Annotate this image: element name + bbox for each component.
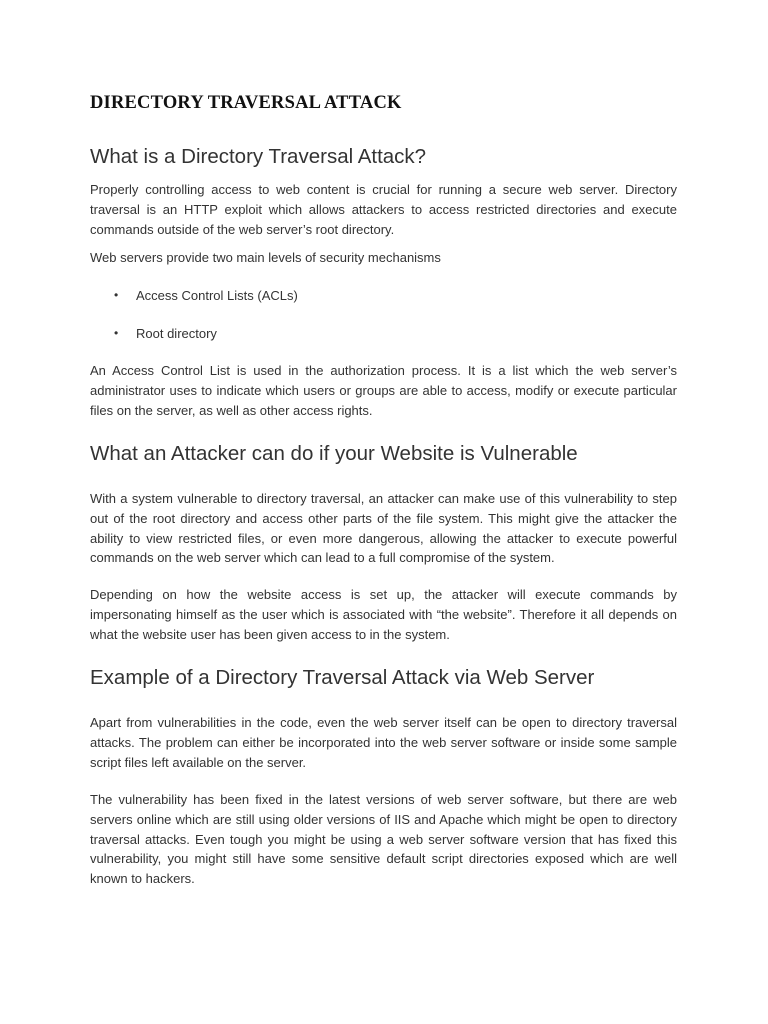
list-item-text: Access Control Lists (ACLs) <box>136 288 298 303</box>
paragraph-fixed-vulnerability: The vulnerability has been fixed in the latest versions of web server software, but there are web servers online which are still using older versions of IIS and Apache which might be open to directory traversal attacks. Even tough you might be using a web server software version that has fixed this vulnerability, you might still have some sensitive default script directories exposed which are well known to hackers. <box>90 792 677 887</box>
bullet-icon: • <box>114 326 119 340</box>
paragraph-attacker-capabilities: With a system vulnerable to directory traversal, an attacker can make use of this vulnerability to step out of the root directory and access other parts of the file system. This might give the attacker the ability to view restricted files, or even more dangerous, allowing the attacker to execute powerful commands on the web server which can lead to a full compromise of the system. <box>90 491 677 566</box>
paragraph-security-mechanisms: Web servers provide two main levels of security mechanisms <box>90 250 441 265</box>
paragraph-acl-description: An Access Control List is used in the authorization process. It is a list which the web server’s administrator uses to indicate which users or groups are able to access, modify or execute particular files on the server, as well as other access rights. <box>90 363 677 418</box>
section-heading-example: Example of a Directory Traversal Attack via Web Server <box>90 666 595 689</box>
document-title: DIRECTORY TRAVERSAL ATTACK <box>90 93 402 113</box>
list-item-text: Root directory <box>136 326 217 341</box>
bullet-icon: • <box>114 288 119 302</box>
section-heading-attacker: What an Attacker can do if your Website is Vulnerable <box>90 442 578 465</box>
paragraph-web-server-vulnerabilities: Apart from vulnerabilities in the code, even the web server itself can be open to directory traversal attacks. The problem can either be incorporated into the web server software or inside some sample script files left available on the server. <box>90 715 677 770</box>
paragraph-intro: Properly controlling access to web content is crucial for running a secure web server. Directory traversal is an HTTP exploit which allows attackers to access restricted directories and execute commands outside of the web server’s root directory. <box>90 182 677 237</box>
section-heading-what-is: What is a Directory Traversal Attack? <box>90 145 427 168</box>
paragraph-website-access: Depending on how the website access is set up, the attacker will execute commands by impersonating himself as the user which is associated with “the website”. Therefore it all depends on what the website user has been given access to in the system. <box>90 587 677 642</box>
